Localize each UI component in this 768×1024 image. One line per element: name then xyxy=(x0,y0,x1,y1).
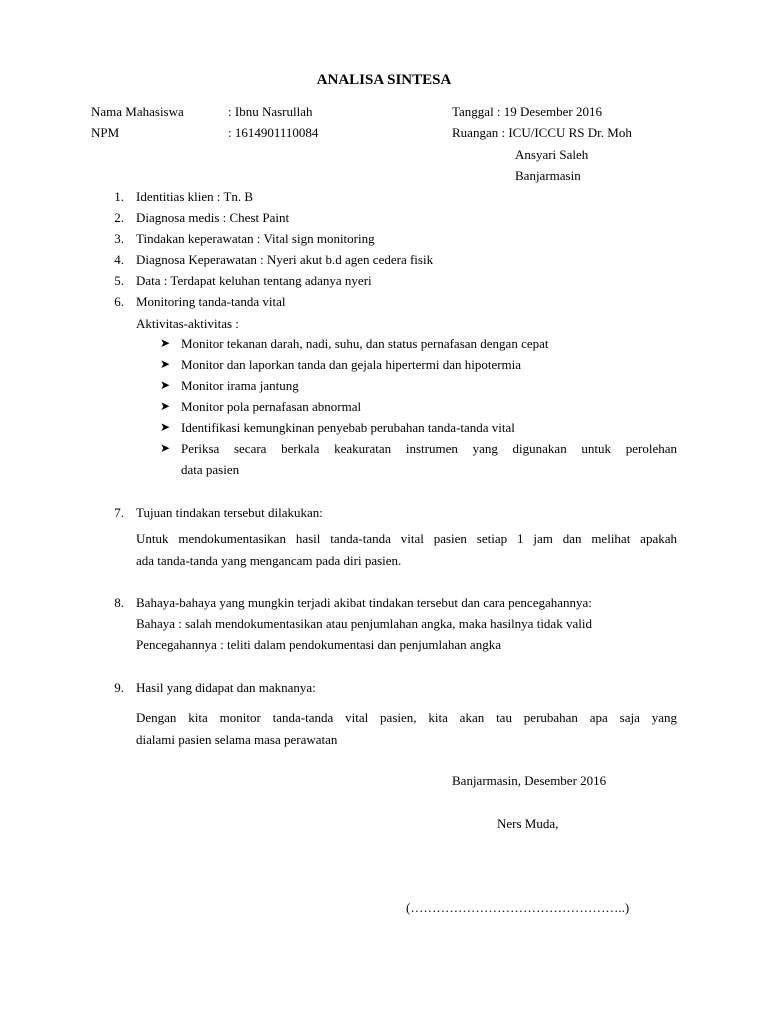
ruangan-line3: Banjarmasin xyxy=(515,168,581,183)
section-heading: Bahaya-bahaya yang mungkin terjadi akibat tindakan tersebut dan cara pencegahannya: xyxy=(136,595,592,610)
section-number: 8. xyxy=(114,595,124,610)
bullet-item-continuation: data pasien xyxy=(181,462,240,477)
section-body-line: dialami pasien selama masa perawatan xyxy=(136,732,338,747)
section-body-line: Pencegahannya : teliti dalam pendokumentasi dan penjumlahan angka xyxy=(136,637,501,652)
item-number: 4. xyxy=(114,252,124,267)
signature-name-line: (…………………………………………..) xyxy=(406,900,630,915)
npm-value: : 1614901110084 xyxy=(228,125,319,140)
item-text: Monitoring tanda-tanda vital xyxy=(136,294,286,309)
arrow-bullet-icon: ➤ xyxy=(160,378,171,392)
section-body-line: Bahaya : salah mendokumentasikan atau penjumlahan angka, maka hasilnya tidak valid xyxy=(136,616,592,631)
section-number: 7. xyxy=(114,505,124,520)
arrow-bullet-icon: ➤ xyxy=(160,420,171,434)
section-body-line: Dengan kita monitor tanda-tanda vital pasien, kita akan tau perubahan apa saja yang xyxy=(136,710,677,725)
signature-role: Ners Muda, xyxy=(497,816,559,831)
item-number: 1. xyxy=(114,189,124,204)
nama-label: Nama Mahasiswa xyxy=(91,104,184,119)
item-number: 2. xyxy=(114,210,124,225)
signature-place-date: Banjarmasin, Desember 2016 xyxy=(452,773,607,788)
section-body-line: ada tanda-tanda yang mengancam pada diri pasien. xyxy=(136,553,402,568)
document-title: ANALISA SINTESA xyxy=(316,72,452,88)
section-heading: Tujuan tindakan tersebut dilakukan: xyxy=(136,505,323,520)
section-body-line: Untuk mendokumentasikan hasil tanda-tanda vital pasien setiap 1 jam dan melihat apakah xyxy=(136,531,677,546)
item-text: Diagnosa Keperawatan : Nyeri akut b.d agen cedera fisik xyxy=(136,252,434,267)
section-heading: Hasil yang didapat dan maknanya: xyxy=(136,680,316,695)
ruangan-field: Ruangan : ICU/ICCU RS Dr. Moh xyxy=(452,125,632,140)
bullet-item: Monitor tekanan darah, nadi, suhu, dan status pernafasan dengan cepat xyxy=(181,336,549,351)
bullet-item: Periksa secara berkala keakuratan instrumen yang digunakan untuk perolehan xyxy=(181,441,677,456)
bullet-item: Monitor dan laporkan tanda dan gejala hipertermi dan hipotermia xyxy=(181,357,522,372)
arrow-bullet-icon: ➤ xyxy=(160,336,171,350)
item-text: Tindakan keperawatan : Vital sign monitoring xyxy=(136,231,375,246)
nama-value: : Ibnu Nasrullah xyxy=(228,104,313,119)
section-number: 9. xyxy=(114,680,124,695)
item-text: Diagnosa medis : Chest Paint xyxy=(136,210,290,225)
npm-label: NPM xyxy=(91,125,120,140)
aktivitas-label: Aktivitas-aktivitas : xyxy=(136,316,239,331)
bullet-item: Monitor irama jantung xyxy=(181,378,299,393)
item-number: 3. xyxy=(114,231,124,246)
bullet-item: Identifikasi kemungkinan penyebab perubahan tanda-tanda vital xyxy=(181,420,515,435)
ruangan-line2: Ansyari Saleh xyxy=(515,147,589,162)
bullet-item: Monitor pola pernafasan abnormal xyxy=(181,399,362,414)
tanggal-field: Tanggal : 19 Desember 2016 xyxy=(452,104,602,119)
item-text: Identitias klien : Tn. B xyxy=(136,189,254,204)
arrow-bullet-icon: ➤ xyxy=(160,441,171,455)
item-number: 5. xyxy=(114,273,124,288)
item-text: Data : Terdapat keluhan tentang adanya nyeri xyxy=(136,273,372,288)
arrow-bullet-icon: ➤ xyxy=(160,399,171,413)
arrow-bullet-icon: ➤ xyxy=(160,357,171,371)
item-number: 6. xyxy=(114,294,124,309)
